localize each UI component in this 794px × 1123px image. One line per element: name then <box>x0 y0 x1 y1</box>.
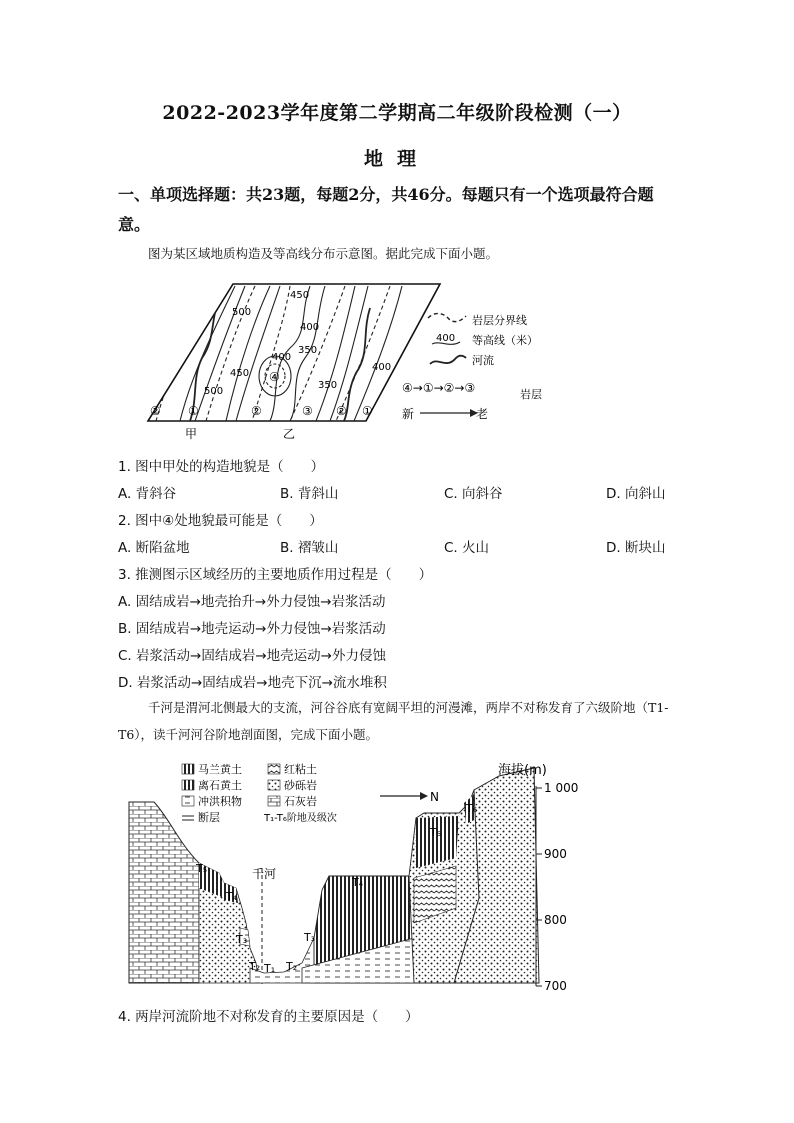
north-arrow-head <box>420 792 428 800</box>
contour-label: 350 <box>318 380 338 391</box>
left-limestone <box>129 802 199 983</box>
terrace-label: T₂ <box>249 960 261 973</box>
q3-option-d[interactable]: D. 岩浆活动→固结成岩→地壳下沉→流水堆积 <box>118 675 387 691</box>
legend-old-label: 老 <box>476 407 489 421</box>
q3-option-c[interactable]: C. 岩浆活动→固结成岩→地壳运动→外力侵蚀 <box>118 648 386 664</box>
legend-new-label: 新 <box>402 407 415 421</box>
q1-option-d[interactable]: D. 向斜山 <box>606 486 666 502</box>
map-frame <box>148 284 440 421</box>
altitude-axis-title: 海拔(m) <box>498 763 547 778</box>
legend-boundary-symbol <box>428 314 466 322</box>
q2-option-b[interactable]: B. 褶皱山 <box>280 540 339 556</box>
profile-legend <box>182 762 337 824</box>
place-label-jia: 甲 <box>185 427 198 441</box>
question-2-stem: 2. 图中④处地貌最可能是（ ） <box>118 513 323 529</box>
geology-contour-figure <box>140 278 550 443</box>
legend-limestone: 石灰岩 <box>284 795 317 808</box>
question-1-stem: 1. 图中甲处的构造地貌是（ ） <box>118 459 325 475</box>
terrace-label: T₄ <box>226 890 238 903</box>
contour-label: 400 <box>300 322 320 333</box>
legend-strata-sequence: ④→①→②→③ <box>402 381 476 395</box>
legend-conglomerate: 砂砾岩 <box>284 779 317 792</box>
terrace-label: T₃ <box>304 931 316 944</box>
q2-option-d[interactable]: D. 断块山 <box>606 540 666 556</box>
question-3-stem: 3. 推测图示区域经历的主要地质作用过程是（ ） <box>118 567 433 583</box>
material1-intro: 图为某区域地质构造及等高线分布示意图。据此完成下面小题。 <box>148 246 499 261</box>
material2-intro: 千河是渭河北侧最大的支流，河谷谷底有宽阔平坦的河漫滩，两岸不对称发育了六级阶地（T1-T6），读千河河谷阶地剖面图，完成下面小题。 <box>118 700 669 742</box>
legend-fault: 断层 <box>198 811 220 824</box>
legend-layer-label: 岩层 <box>520 388 542 401</box>
legend-contour-number: 400 <box>436 333 456 344</box>
stratum-label: ③ <box>302 404 313 418</box>
q1-option-a[interactable]: A. 背斜谷 <box>118 486 177 502</box>
q1-option-c[interactable]: C. 向斜谷 <box>444 486 503 502</box>
legend-terrace-levels: T₁-T₆阶地及级次 <box>264 813 337 824</box>
axis-tick-label: 800 <box>544 913 567 927</box>
legend-malan-loess: 马兰黄土 <box>198 763 242 776</box>
stratum-label: ② <box>336 404 347 418</box>
contour-label: 500 <box>232 307 252 318</box>
place-label-yi: 乙 <box>283 427 296 441</box>
terrace-label: T₁ <box>264 962 276 975</box>
axis-tick-label: 700 <box>544 979 567 993</box>
legend-river-label: 河流 <box>472 354 494 367</box>
q2-option-c[interactable]: C. 火山 <box>444 540 490 556</box>
stratum-label: ① <box>362 404 373 418</box>
contour-label: 400 <box>272 352 292 363</box>
axis-tick-label: 900 <box>544 847 567 861</box>
subject-title: 地理 <box>363 148 430 170</box>
legend-contour-label: 等高线（米） <box>472 334 538 347</box>
q1-option-b[interactable]: B. 背斜山 <box>280 486 339 502</box>
north-label: N <box>430 790 439 804</box>
legend-boundary-label: 岩层分界线 <box>472 314 527 327</box>
q2-option-a[interactable]: A. 断陷盆地 <box>118 540 190 556</box>
contour-label: 350 <box>298 345 318 356</box>
terrace-label: T₆ <box>466 802 478 815</box>
stratum-label: ② <box>251 404 262 418</box>
contour-label: 400 <box>372 362 392 373</box>
contour-label: 500 <box>204 386 224 397</box>
stratum-label: ② <box>150 404 161 418</box>
river-label: 千河 <box>252 867 277 881</box>
q3-option-a[interactable]: A. 固结成岩→地壳抬升→外力侵蚀→岩浆活动 <box>118 594 386 610</box>
legend-river-symbol <box>430 356 466 364</box>
legend-alluvium: 冲洪积物 <box>198 795 242 808</box>
legend-fault-symbol <box>182 816 194 820</box>
terrace-label: T₄ <box>352 876 364 889</box>
axis-tick-label: 1 000 <box>544 781 579 795</box>
contour-label: 450 <box>290 290 310 301</box>
valley-terrace-profile-figure <box>124 758 594 998</box>
question-4-stem: 4. 两岸河流阶地不对称发育的主要原因是（ ） <box>118 1009 419 1025</box>
q3-option-b[interactable]: B. 固结成岩→地壳运动→外力侵蚀→岩浆活动 <box>118 621 386 637</box>
exam-title: 2022-2023学年度第二学期高二年级阶段检测（一） <box>162 102 632 124</box>
legend-red-clay: 红粘土 <box>284 763 317 776</box>
terrace-label: T₃ <box>236 933 248 946</box>
contour-label: 450 <box>230 368 250 379</box>
section-heading: 一、单项选择题：共23题，每题2分，共46分。每题只有一个选项最符合题意。 <box>118 185 654 234</box>
terrace-label: T₅ <box>196 862 208 875</box>
terrace-label: T₂ <box>286 960 298 973</box>
terrace-label: T₅ <box>430 826 442 839</box>
stratum-label: ④ <box>269 370 280 384</box>
legend-lishi-loess: 离石黄土 <box>198 779 242 792</box>
stratum-label: ① <box>188 404 199 418</box>
